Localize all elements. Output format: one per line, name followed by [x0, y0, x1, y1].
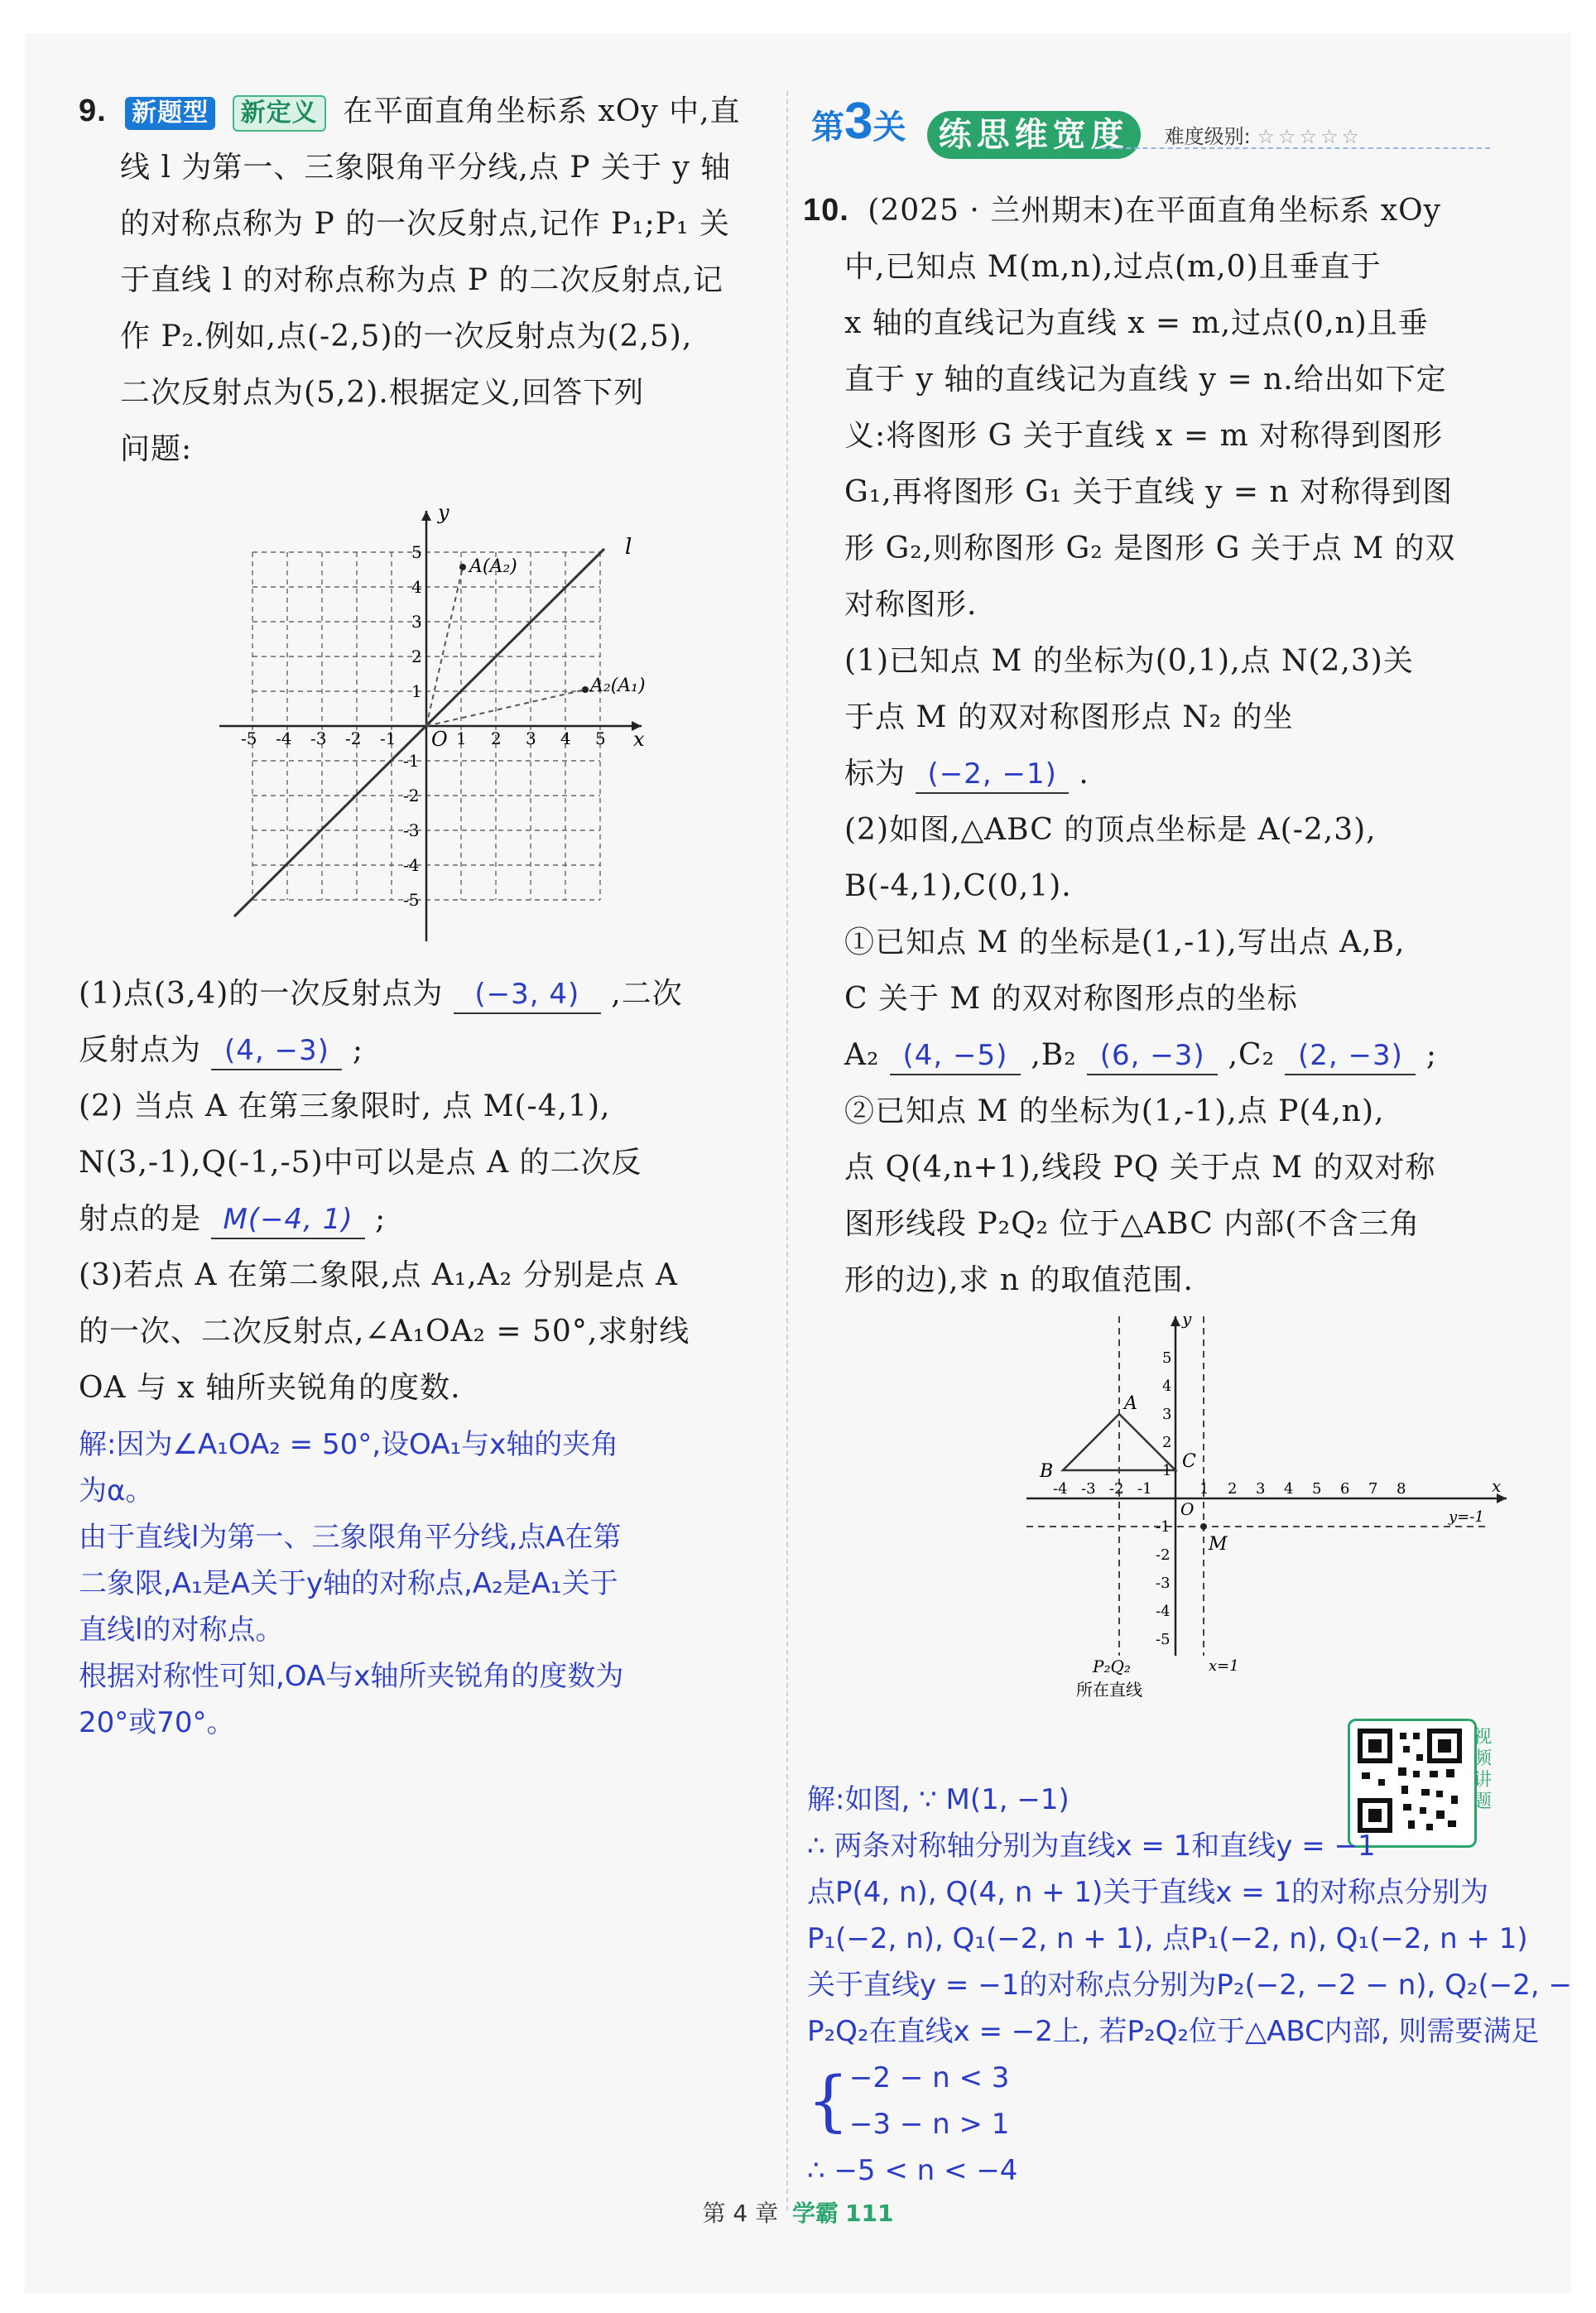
q9-part1-line2: [79, 1022, 766, 1079]
q9-part1-end: ;: [352, 1033, 364, 1067]
q9-y-tick-label: -5: [403, 890, 420, 910]
q9-y-tick-label: -3: [403, 820, 420, 840]
q9-part2-line2: N(3,-1),Q(-1,-5)中可以是点 A 的二次反: [79, 1146, 642, 1180]
q10-x-tick-label: 6: [1340, 1480, 1350, 1498]
q10-x-tick-label: -4: [1053, 1480, 1068, 1498]
q10-y-label: y: [1182, 1309, 1192, 1329]
q9-label-a: A(A₂): [469, 556, 517, 577]
q10-part2a-line1: ①已知点 M 的坐标是(1,-1),写出点 A,B,: [844, 926, 1406, 959]
q10-part2b-line3: 图形线段 P₂Q₂ 位于△ABC 内部(不含三角: [844, 1207, 1421, 1241]
q9-y-tick-label: 3: [411, 612, 422, 632]
stage-title: 练思维宽度: [927, 111, 1141, 159]
q9-stem-line-2: 的对称点称为 P 的一次反射点,记作 P₁;P₁ 关: [120, 207, 730, 241]
q10-x-tick-label: -1: [1137, 1480, 1152, 1498]
q10-y-tick-label: -1: [1156, 1518, 1171, 1536]
q10-stem-line-3: 直于 y 轴的直线记为直线 y = n.给出如下定: [844, 363, 1447, 397]
q9-tag-new-type: 新题型: [125, 97, 215, 130]
q9-line-label: l: [625, 535, 632, 560]
q9-part1-line1: [79, 966, 766, 1022]
q10-part2b-line2: 点 Q(4,n+1),线段 PQ 关于点 M 的双对称: [844, 1151, 1436, 1185]
stage-header: [811, 93, 1507, 156]
q10-c2-answer: (2, −3): [1285, 1037, 1416, 1075]
q10-label-a: A: [1124, 1393, 1137, 1414]
q10-part1-answer: (−2, −1): [916, 756, 1068, 794]
q9-coordinate-figure: [195, 494, 658, 958]
q10-solution-line-1: ∴ 两条对称轴分别为直线x = 1和直线y = −1: [807, 1830, 1376, 1863]
column-divider: [786, 91, 788, 2210]
q10-part2-line2: B(-4,1),C(0,1).: [844, 869, 1072, 903]
q10-y-tick-label: -5: [1156, 1631, 1171, 1648]
q10-origin-label: O: [1180, 1499, 1195, 1519]
q10-part1-line1: (1)已知点 M 的坐标为(0,1),点 N(2,3)关: [844, 644, 1414, 678]
q9-solution-line-1: 为α。: [79, 1474, 154, 1508]
q10-y-tick-label: 2: [1162, 1434, 1172, 1451]
q10-part2b-line4: 形的边),求 n 的取值范围.: [844, 1263, 1195, 1297]
q10-x-tick-label: -3: [1081, 1480, 1096, 1498]
q10-a2-label: A₂: [844, 1038, 880, 1072]
q10-p2q2-caption: 所在直线: [1076, 1680, 1142, 1700]
q10-x-tick-label: 1: [1199, 1480, 1209, 1498]
q10-stem-line-5: G₁,再将图形 G₁ 关于直线 y = n 对称得到图: [844, 475, 1454, 509]
q9-solution-line-5: 根据对称性可知,OA与x轴所夹锐角的度数为: [79, 1660, 624, 1693]
q9-y-tick-label: -1: [403, 751, 420, 771]
q9-part2-line1: (2) 当点 A 在第三象限时, 点 M(-4,1),: [79, 1089, 611, 1123]
q10-part2a-line2: C 关于 M 的双对称图形点的坐标: [844, 982, 1298, 1016]
q10-y-tick-label: 3: [1162, 1406, 1172, 1423]
footer-chapter: 第 4 章: [702, 2200, 779, 2227]
q10-solution-line-6: −2 − n < 3: [848, 2061, 1010, 2094]
q9-figure-area: [79, 478, 766, 966]
q10-x-tick-label: 2: [1228, 1480, 1238, 1498]
q10-part2-line1: (2)如图,△ABC 的顶点坐标是 A(-2,3),: [844, 813, 1377, 847]
q10-x-tick-label: 5: [1312, 1480, 1322, 1498]
q9-y-tick-label: -2: [403, 786, 420, 805]
q10-y-tick-label: 5: [1162, 1349, 1172, 1367]
q9-x-tick-label: -3: [310, 729, 327, 748]
q10-label-m: M: [1209, 1534, 1228, 1555]
q10-part1-text: 标为: [844, 757, 906, 791]
q10-part2b-line1: ②已知点 M 的坐标为(1,-1),点 P(4,n),: [844, 1094, 1385, 1128]
q9-y-tick-label: 5: [411, 542, 422, 562]
q9-x-tick-label: 3: [526, 729, 536, 748]
stage-number: 3: [844, 93, 873, 150]
q10-x-tick-label: 7: [1368, 1480, 1378, 1498]
q9-point-a: [459, 564, 466, 570]
q10-y-tick-label: -2: [1156, 1546, 1171, 1564]
q10-solution-line-4: 关于直线y = −1的对称点分别为P₂(−2, −2 − n), Q₂(−2, −: [807, 1969, 1573, 2002]
brace-icon: {: [807, 2062, 849, 2139]
q10-y-arrow-icon: [1171, 1316, 1180, 1326]
q9-part3-line1: (3)若点 A 在第二象限,点 A₁,A₂ 分别是点 A: [79, 1258, 678, 1292]
q10-coordinate-figure: [1018, 1308, 1515, 1705]
q9-part2-answer: M(−4, 1): [211, 1201, 364, 1239]
q10-part1-end: .: [1079, 757, 1089, 791]
q9-stem-line-4: 作 P₂.例如,点(-2,5)的一次反射点为(2,5),: [120, 320, 693, 353]
q9-part2-line3: [79, 1191, 766, 1248]
q10-solution-line-8: ∴ −5 < n < −4: [807, 2154, 1018, 2187]
q10-stem-line-4: 义:将图形 G 关于直线 x = m 对称得到图形: [844, 419, 1444, 453]
q9-x-label: x: [633, 728, 645, 751]
footer-page-number: 111: [845, 2200, 894, 2227]
q10-y-tick-label: -4: [1156, 1603, 1171, 1620]
difficulty-label: 难度级别:: [1164, 125, 1251, 148]
q10-solution-line-2: 点P(4, n), Q(4, n + 1)关于直线x = 1的对称点分别为: [807, 1876, 1489, 1909]
q9-segment-oa2: [426, 690, 585, 726]
q9-y-arrow-icon: [421, 511, 431, 521]
q9-x-tick-label: 2: [491, 729, 502, 748]
question-9: [79, 83, 766, 1746]
q10-label-b: B: [1040, 1461, 1054, 1482]
q10-x-tick-label: 3: [1256, 1480, 1266, 1498]
q10-stem-first: (2025 · 兰州期末)在平面直角坐标系 xOy: [868, 194, 1441, 228]
q10-system-lines: [849, 2055, 1010, 2147]
q9-x-tick-label: 5: [595, 729, 606, 748]
q9-part3-line3: OA 与 x 轴所夹锐角的度数.: [79, 1371, 461, 1405]
question-10: [803, 182, 1548, 1309]
q9-solution-line-4: 直线l的对称点。: [79, 1613, 284, 1647]
q10-solution-line-7: −3 − n > 1: [848, 2108, 1010, 2141]
q10-point-m: [1200, 1523, 1207, 1530]
q9-solution: [79, 1421, 766, 1746]
q10-number: 10.: [803, 193, 849, 228]
q9-part1-text2: ,二次: [611, 977, 683, 1011]
q9-y-tick-label: 1: [411, 681, 422, 701]
q10-stem-line-1: 中,已知点 M(m,n),过点(m,0)且垂直于: [844, 250, 1382, 284]
q10-stem-line-0: [803, 182, 1548, 239]
q10-part1-line3: [803, 746, 1548, 802]
q9-x-tick-label: -1: [380, 729, 397, 748]
q10-line-x-label: x=1: [1209, 1657, 1239, 1675]
q9-stem-line-6: 问题:: [120, 432, 193, 466]
q9-origin-label: O: [431, 728, 448, 751]
qr-caption: 视频讲题: [1473, 1727, 1493, 1812]
stage-label-pre: 第: [811, 109, 844, 146]
q9-solution-line-6: 20°或70°。: [79, 1706, 235, 1739]
q10-solution-system: [807, 2055, 1585, 2147]
q10-p2q2-label: P₂Q₂: [1093, 1657, 1131, 1676]
q10-stem-line-7: 对称图形.: [844, 588, 978, 622]
difficulty-stars-icon: ☆☆☆☆☆: [1257, 125, 1363, 148]
q9-part1-answer2: (4, −3): [211, 1032, 342, 1070]
q10-x-tick-label: -2: [1109, 1480, 1124, 1498]
q9-tag-new-definition: 新定义: [233, 95, 326, 132]
q9-y-tick-label: 2: [411, 647, 422, 666]
q10-label-c: C: [1182, 1451, 1196, 1472]
q9-solution-line-0: 解:因为∠A₁OA₂ = 50°,设OA₁与x轴的夹角: [79, 1428, 619, 1461]
q10-x-label: x: [1492, 1476, 1502, 1496]
q10-solution: [807, 1777, 1585, 2194]
q10-solution-line-0: 解:如图, ∵ M(1, −1): [807, 1783, 1070, 1816]
q10-solution-line-3: P₁(−2, n), Q₁(−2, n + 1), 点P₁(−2, n), Q₁(−2, n + 1): [807, 1922, 1528, 1955]
q10-y-tick-label: 1: [1162, 1462, 1172, 1479]
q10-stem-line-6: 形 G₂,则称图形 G₂ 是图形 G 关于点 M 的双: [844, 531, 1456, 565]
footer-brand: 学霸: [792, 2200, 839, 2227]
q10-line-y-label: y=-1: [1449, 1508, 1484, 1526]
q10-stem-line-2: x 轴的直线记为直线 x = m,过点(0,n)且垂: [844, 306, 1429, 340]
q9-part2-text: 射点的是: [79, 1202, 202, 1236]
q10-part2a-answers: [803, 1027, 1548, 1084]
q9-y-tick-label: -4: [403, 855, 420, 875]
difficulty: [1165, 120, 1363, 149]
q9-number: 9.: [79, 94, 107, 128]
q9-x-tick-label: -4: [276, 729, 292, 748]
q10-x-tick-label: 4: [1284, 1480, 1294, 1498]
q9-x-tick-label: 4: [560, 729, 571, 748]
page-footer: [0, 2195, 1596, 2229]
q9-solution-line-2: 由于直线l为第一、三象限角平分线,点A在第: [79, 1521, 622, 1554]
q10-b2-label: ,B₂: [1031, 1038, 1077, 1072]
q9-x-tick-label: -5: [241, 729, 257, 748]
q10-a2-answer: (4, −5): [890, 1037, 1021, 1075]
q9-stem-line-3: 于直线 l 的对称点称为点 P 的二次反射点,记: [120, 263, 723, 297]
q10-y-tick-label: -3: [1156, 1575, 1171, 1592]
q9-y-label: y: [438, 501, 449, 524]
q10-b2-answer: (6, −3): [1087, 1037, 1218, 1075]
q9-part1-answer1: (−3, 4): [454, 976, 601, 1014]
stage-label: [811, 93, 906, 156]
q9-stem-line-1: 线 l 为第一、三象限角平分线,点 P 关于 y 轴: [120, 151, 732, 185]
q9-part2-end: ;: [375, 1202, 387, 1236]
stage-label-post: 关: [873, 109, 906, 146]
q9-x-tick-label: -2: [345, 729, 362, 748]
stage-underline: [1101, 147, 1490, 149]
q9-stem-line-5: 二次反射点为(5,2).根据定义,回答下列: [120, 376, 645, 410]
q9-point-a2: [582, 686, 589, 693]
q10-x-tick-label: 8: [1396, 1480, 1406, 1498]
q10-y-tick-label: 4: [1162, 1378, 1172, 1395]
q10-answers-end: ;: [1425, 1038, 1438, 1072]
q10-c2-label: ,C₂: [1228, 1038, 1276, 1072]
q9-part3-line2: 的一次、二次反射点,∠A₁OA₂ = 50°,求射线: [79, 1315, 690, 1349]
q9-part1-text3: 反射点为: [79, 1033, 202, 1067]
q9-stem-text: 在平面直角坐标系 xOy 中,直: [343, 94, 741, 128]
q9-y-tick-label: 4: [411, 577, 422, 597]
q10-solution-line-5: P₂Q₂在直线x = −2上, 若P₂Q₂位于△ABC内部, 则需要满足: [807, 2015, 1540, 2048]
q9-x-tick-label: 1: [456, 729, 467, 748]
q9-part1-text: (1)点(3,4)的一次反射点为: [79, 977, 444, 1011]
q9-label-a2: A₂(A₁): [590, 676, 646, 696]
q10-part1-line2: 于点 M 的双对称图形点 N₂ 的坐: [844, 700, 1294, 734]
q9-solution-line-3: 二象限,A₁是A关于y轴的对称点,A₂是A₁关于: [79, 1567, 618, 1600]
q9-stem-line-0: [79, 83, 766, 140]
q9-segment-oa: [426, 567, 463, 726]
